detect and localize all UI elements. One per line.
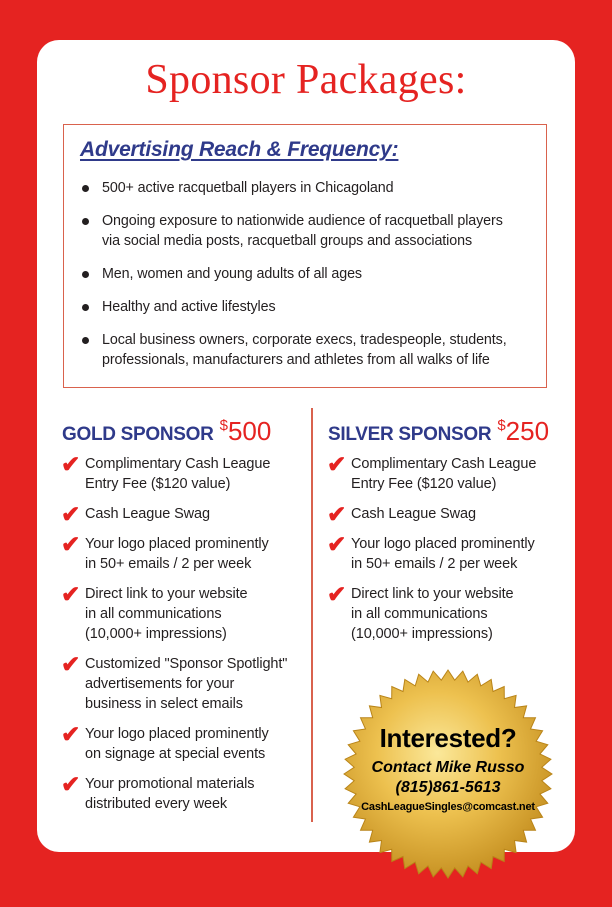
gold-sponsor-price [220,416,272,446]
gold-sponsor-header [62,416,302,454]
benefit-line: Your promotional materials [85,776,255,792]
benefit-line: Your logo placed prominently [85,536,269,552]
benefit-item [61,581,302,644]
checkmark-icon: ✔ [61,651,81,677]
benefit-line: Complimentary Cash League [351,456,537,472]
bullet-icon [82,218,89,225]
contact-phone[interactable]: (815)861-5613 [395,779,501,796]
benefit-item [327,581,568,644]
reach-item-line: 500+ active racquetball players in Chicagoland [102,180,394,196]
silver-sponsor-column [328,416,568,654]
column-divider [311,408,313,822]
reach-item-line: Men, women and young adults of all ages [102,266,362,282]
benefit-line: Entry Fee ($120 value) [351,476,497,492]
contact-seal [343,722,553,813]
checkmark-icon: ✔ [61,581,81,607]
checkmark-icon: ✔ [327,501,347,527]
benefit-item [61,721,302,764]
reach-item-line: Healthy and active lifestyles [102,299,276,315]
benefit-line: Customized "Sponsor Spotlight" [85,656,288,672]
benefit-line: on signage at special events [85,746,266,762]
page-title: Sponsor Packages: [145,57,467,103]
checkmark-icon: ✔ [61,531,81,557]
benefit-line: (10,000+ impressions) [85,626,227,642]
benefit-item [61,651,302,714]
benefit-line: in 50+ emails / 2 per week [351,556,518,572]
gold-benefits-list [61,451,302,814]
price-currency: $ [219,417,228,434]
reach-heading: Advertising Reach & Frequency: [80,138,399,161]
benefit-line: advertisements for your [85,676,235,692]
gold-sponsor-column [62,416,302,824]
silver-sponsor-header [328,416,568,454]
benefit-item [61,501,302,527]
checkmark-icon: ✔ [61,501,81,527]
price-amount: 500 [227,416,272,446]
bullet-icon [82,185,89,192]
silver-benefits-list [327,451,568,644]
benefit-line: Your logo placed prominently [351,536,535,552]
checkmark-icon: ✔ [61,771,81,797]
reach-item-line: professionals, manufacturers and athletes from all walks of life [102,352,490,368]
benefit-line: Entry Fee ($120 value) [85,476,231,492]
silver-sponsor-title: SILVER SPONSOR [328,424,492,445]
silver-sponsor-price [497,416,549,446]
reach-item [80,330,540,370]
benefit-item [61,771,302,814]
benefit-line: (10,000+ impressions) [351,626,493,642]
benefit-line: Cash League Swag [85,506,210,522]
benefit-line: distributed every week [85,796,228,812]
benefit-line: Cash League Swag [351,506,476,522]
price-amount: 250 [505,416,550,446]
benefit-item [61,451,302,494]
reach-item-line: Local business owners, corporate execs, tradespeople, students, [102,332,507,348]
checkmark-icon: ✔ [327,531,347,557]
benefit-line: Direct link to your website [351,586,514,602]
gold-sponsor-title: GOLD SPONSOR [62,424,214,445]
price-currency: $ [497,417,506,434]
bullet-icon [82,337,89,344]
benefit-item [327,531,568,574]
benefit-line: in all communications [85,606,222,622]
reach-list [80,178,540,383]
checkmark-icon: ✔ [327,581,347,607]
bullet-icon [82,271,89,278]
contact-name: Contact Mike Russo [371,759,525,776]
reach-item [80,211,540,251]
bullet-icon [82,304,89,311]
reach-item [80,178,540,198]
benefit-item [61,531,302,574]
reach-item-line: Ongoing exposure to nationwide audience of racquetball players [102,213,503,229]
checkmark-icon: ✔ [61,451,81,477]
benefit-line: in all communications [351,606,488,622]
benefit-item [327,451,568,494]
checkmark-icon: ✔ [61,721,81,747]
interested-heading: Interested? [379,723,517,753]
reach-item [80,297,540,317]
reach-item-line: via social media posts, racquetball groups and associations [102,233,473,249]
reach-item [80,264,540,284]
checkmark-icon: ✔ [327,451,347,477]
benefit-line: Your logo placed prominently [85,726,269,742]
contact-email[interactable]: CashLeagueSingles@comcast.net [361,801,535,813]
benefit-item [327,501,568,527]
benefit-line: in 50+ emails / 2 per week [85,556,252,572]
benefit-line: Complimentary Cash League [85,456,271,472]
benefit-line: business in select emails [85,696,243,712]
benefit-line: Direct link to your website [85,586,248,602]
